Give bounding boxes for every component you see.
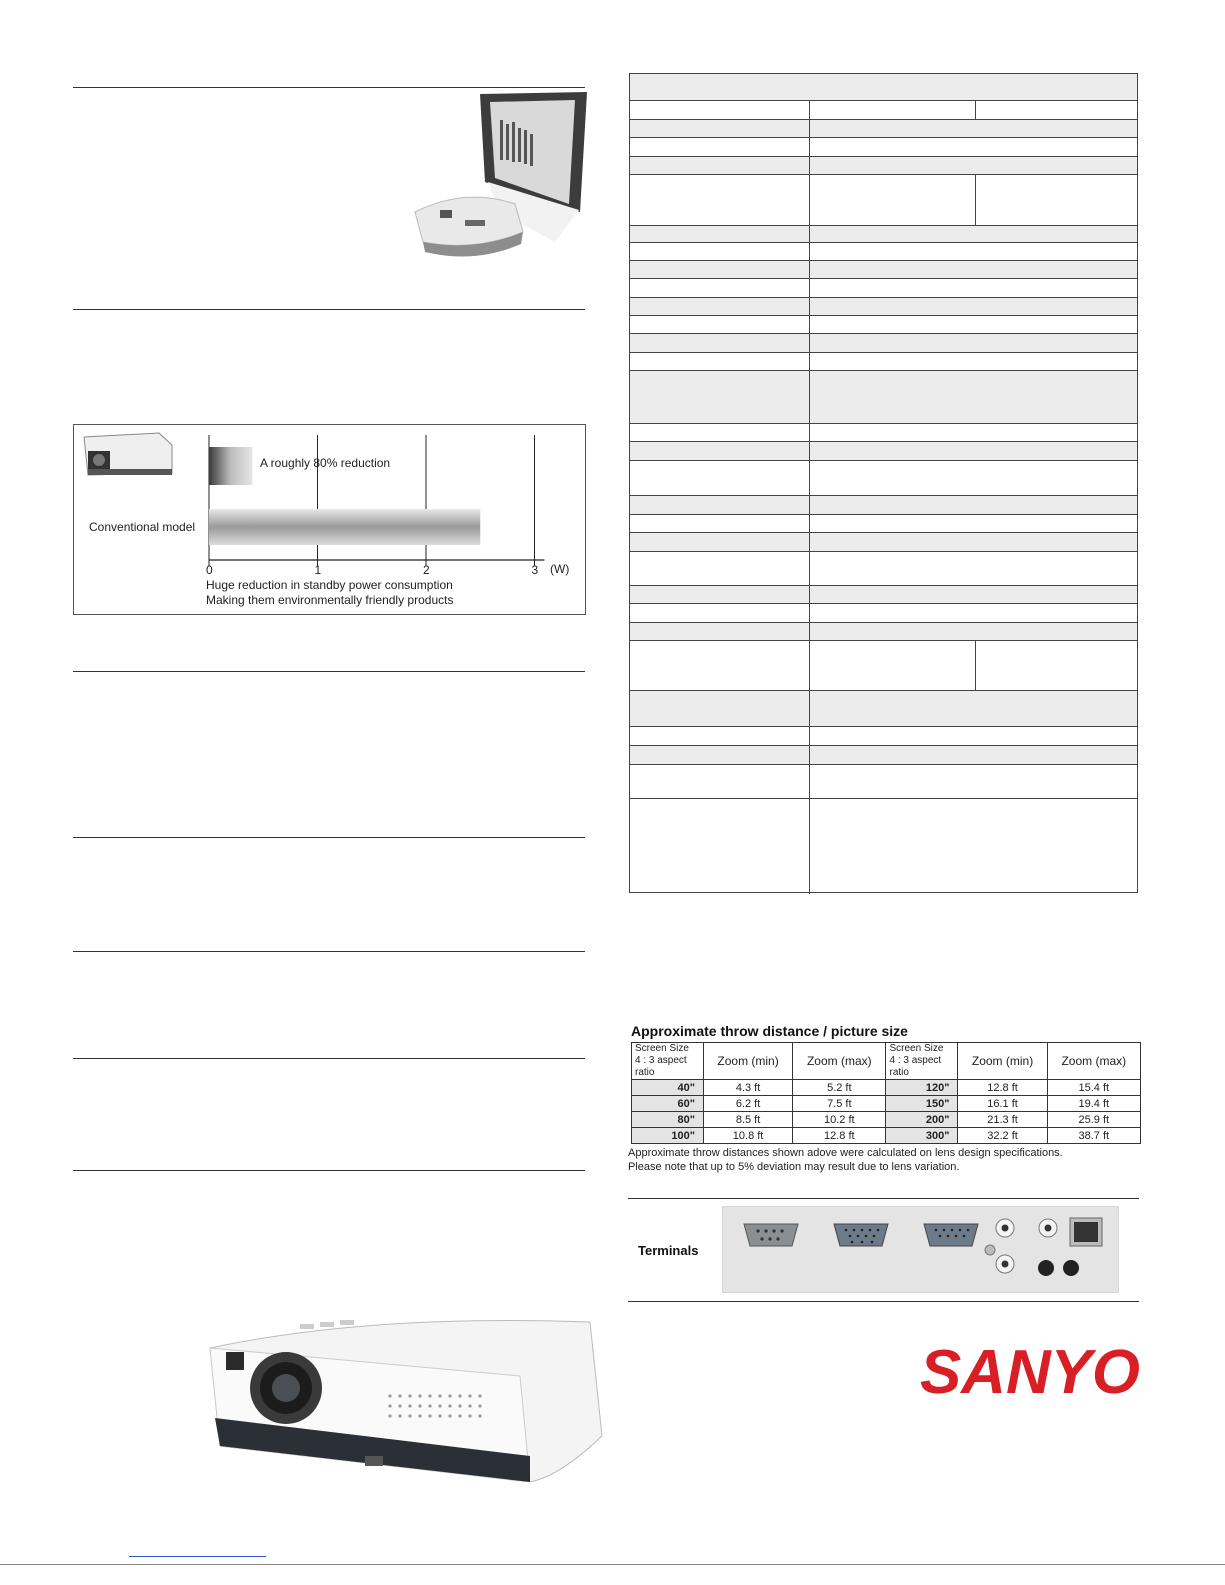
section-divider xyxy=(73,87,585,88)
spec-row xyxy=(630,623,1137,641)
spec-label-cell xyxy=(630,138,810,156)
spec-row xyxy=(630,175,1137,226)
spec-row xyxy=(630,157,1137,175)
spec-row xyxy=(630,243,1137,261)
x-tick-label: 1 xyxy=(314,563,322,577)
terminals-panel-image xyxy=(722,1206,1119,1293)
zoom-max-header: Zoom (max) xyxy=(793,1043,886,1080)
new-model-annotation: A roughly 80% reduction xyxy=(260,456,391,470)
x-tick-label: 0 xyxy=(206,563,213,577)
lan-port-icon xyxy=(1070,1218,1102,1246)
vga-input-port-icon xyxy=(834,1224,888,1246)
spec-row xyxy=(630,496,1137,515)
spec-row xyxy=(630,120,1137,138)
sanyo-logo xyxy=(918,1338,1142,1402)
spec-label-cell xyxy=(630,243,810,260)
screen-size-header: Screen Size 4 : 3 aspect ratio xyxy=(632,1043,704,1080)
spec-row xyxy=(630,74,1137,101)
spec-label-cell xyxy=(630,424,810,441)
spec-row xyxy=(630,533,1137,552)
spec-label-cell xyxy=(630,120,810,137)
spec-label-cell xyxy=(630,334,810,352)
x-tick-label: 3 xyxy=(531,563,539,577)
spec-row xyxy=(630,727,1137,746)
spec-label-cell xyxy=(630,226,810,242)
section-divider xyxy=(73,1058,585,1059)
spec-label-cell xyxy=(630,316,810,333)
section-divider xyxy=(73,671,585,672)
spec-row xyxy=(630,586,1137,604)
spec-row xyxy=(630,371,1137,424)
spec-label-cell xyxy=(630,442,810,460)
section-divider xyxy=(628,1198,1139,1199)
spec-row xyxy=(630,353,1137,371)
unit-label: (W) xyxy=(550,562,570,576)
spec-row xyxy=(630,316,1137,334)
serial-port-icon xyxy=(744,1224,798,1246)
chart-caption: Huge reduction in standby power consumption xyxy=(206,578,453,592)
spec-row xyxy=(630,641,1137,691)
spec-label-cell xyxy=(630,261,810,278)
section-divider xyxy=(73,309,585,310)
spec-label-cell xyxy=(630,371,810,423)
svg-text:SANYO: SANYO xyxy=(920,1338,1140,1402)
footer-link-underline[interactable] xyxy=(129,1556,266,1557)
section-divider xyxy=(628,1301,1139,1302)
spec-label-cell xyxy=(630,586,810,603)
specification-table xyxy=(629,73,1138,893)
zoom-min-header: Zoom (min) xyxy=(704,1043,793,1080)
spec-row xyxy=(630,515,1137,533)
section-divider xyxy=(73,837,585,838)
section-divider xyxy=(73,1170,585,1171)
table-row: 40" 4.3 ft 5.2 ft 120" 12.8 ft 15.4 ft xyxy=(632,1080,1141,1096)
spec-label-cell xyxy=(630,799,810,894)
zoom-min-header: Zoom (min) xyxy=(958,1043,1047,1080)
spec-row xyxy=(630,442,1137,461)
spec-label-cell xyxy=(630,353,810,370)
table-row: 60" 6.2 ft 7.5 ft 150" 16.1 ft 19.4 ft xyxy=(632,1096,1141,1112)
spec-label-cell xyxy=(630,461,810,495)
spec-row xyxy=(630,424,1137,442)
spec-row xyxy=(630,691,1137,727)
spec-row xyxy=(630,765,1137,799)
spec-label-cell xyxy=(630,691,810,726)
projector-product-photo xyxy=(190,1296,604,1482)
spec-row xyxy=(630,799,1137,894)
spec-label-cell xyxy=(630,552,810,585)
chart-caption: Making them environmentally friendly products xyxy=(206,593,454,607)
vga-output-port-icon xyxy=(924,1224,978,1246)
throw-table-note: Approximate throw distances shown adove were calculated on lens design specifications. Please note that up to 5% deviation may result due to lens variation. xyxy=(628,1147,1063,1173)
spec-value-divider xyxy=(975,641,976,690)
small-projector-icon xyxy=(84,433,172,475)
table-row: 80" 8.5 ft 10.2 ft 200" 21.3 ft 25.9 ft xyxy=(632,1112,1141,1128)
footer-rule xyxy=(0,1564,1225,1565)
spec-row xyxy=(630,746,1137,765)
standby-power-chart xyxy=(73,424,586,615)
spec-label-cell xyxy=(630,623,810,640)
section-divider xyxy=(73,951,585,952)
spec-label-cell xyxy=(630,727,810,745)
spec-row xyxy=(630,226,1137,243)
spec-value-divider xyxy=(975,101,976,119)
spec-label-cell xyxy=(630,604,810,622)
spec-row xyxy=(630,334,1137,353)
spec-row xyxy=(630,261,1137,279)
spec-label-cell xyxy=(630,515,810,532)
spec-label-cell xyxy=(630,298,810,315)
spec-label-cell xyxy=(630,746,810,764)
spec-label-cell xyxy=(630,175,810,225)
spec-row xyxy=(630,298,1137,316)
spec-row xyxy=(630,461,1137,496)
spec-row xyxy=(630,138,1137,157)
spec-label-cell xyxy=(630,157,810,174)
spec-row xyxy=(630,604,1137,623)
zoom-max-header: Zoom (max) xyxy=(1047,1043,1140,1080)
spec-label-cell xyxy=(630,279,810,297)
screen-size-header: Screen Size 4 : 3 aspect ratio xyxy=(886,1043,958,1080)
new-model-bar xyxy=(209,447,252,485)
spec-label-cell xyxy=(630,101,810,119)
throw-distance-table xyxy=(631,1042,1141,1144)
table-row: 100" 10.8 ft 12.8 ft 300" 32.2 ft 38.7 ft xyxy=(632,1128,1141,1144)
spec-value-divider xyxy=(975,175,976,225)
conventional-model-label: Conventional model xyxy=(89,520,196,534)
spec-label-cell xyxy=(630,533,810,551)
terminals-label: Terminals xyxy=(638,1243,699,1258)
spec-label-cell xyxy=(630,496,810,514)
spec-label-cell xyxy=(630,765,810,798)
spec-row xyxy=(630,552,1137,586)
throw-table-title: Approximate throw distance / picture size xyxy=(631,1023,908,1039)
spec-row xyxy=(630,279,1137,298)
spec-label-cell xyxy=(630,641,810,690)
spec-row xyxy=(630,101,1137,120)
conventional-model-bar xyxy=(209,509,480,545)
x-tick-label: 2 xyxy=(423,563,430,577)
projector-screen-photo xyxy=(405,92,587,272)
